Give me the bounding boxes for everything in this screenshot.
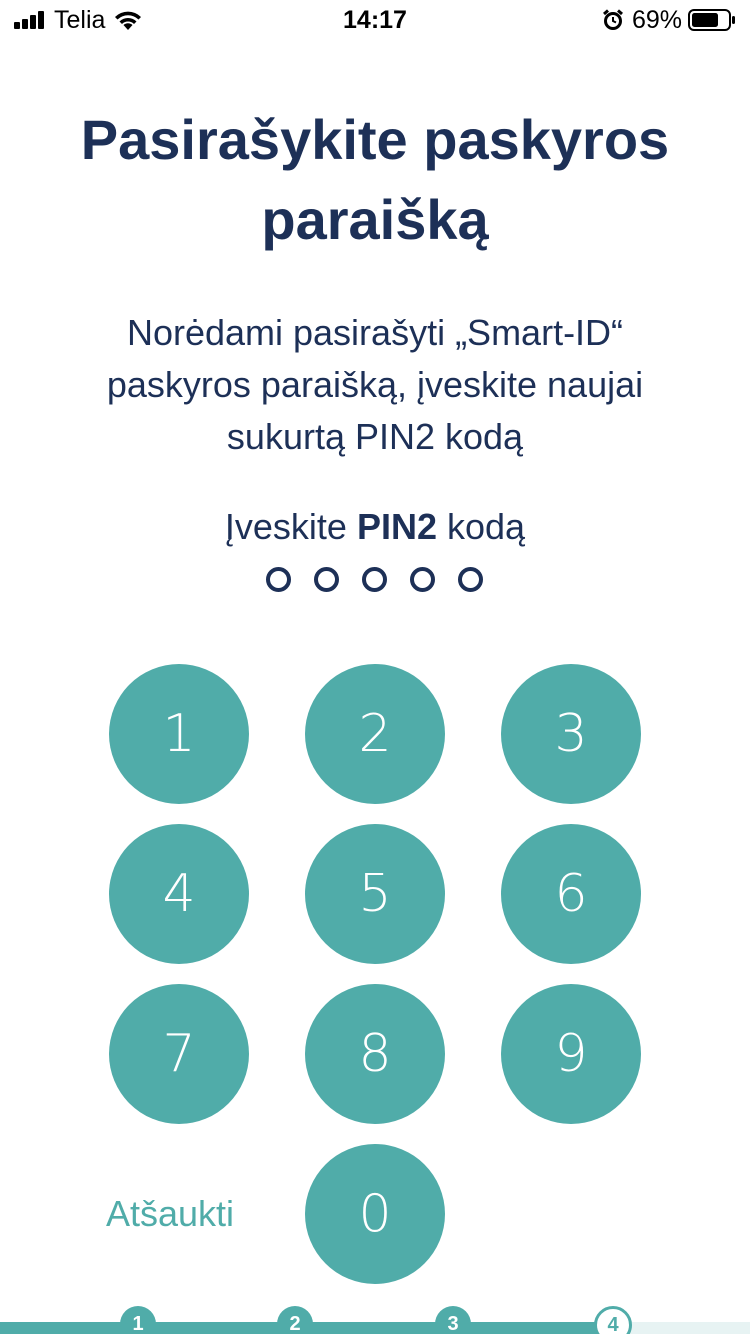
battery-percentage: 69% xyxy=(631,5,682,34)
key-9[interactable]: 9 xyxy=(501,984,641,1124)
key-2[interactable]: 2 xyxy=(305,664,445,804)
pin-prompt-suffix: kodą xyxy=(437,506,526,547)
key-8[interactable]: 8 xyxy=(305,984,445,1124)
step-3: 3 xyxy=(435,1306,471,1334)
key-4[interactable]: 4 xyxy=(109,824,249,964)
progress-stepper xyxy=(0,1294,750,1334)
cancel-button[interactable]: Atšaukti xyxy=(105,1193,235,1234)
status-time: 14:17 xyxy=(343,6,407,34)
pin-prompt-bold: PIN2 xyxy=(356,506,437,547)
key-0[interactable]: 0 xyxy=(305,1144,445,1284)
key-7[interactable]: 7 xyxy=(109,984,249,1124)
key-6[interactable]: 6 xyxy=(501,824,641,964)
step-2: 2 xyxy=(277,1306,313,1334)
step-4-current: 4 xyxy=(594,1306,632,1334)
carrier-name: Telia xyxy=(54,5,106,34)
key-3[interactable]: 3 xyxy=(501,664,641,804)
step-1: 1 xyxy=(120,1306,156,1334)
instruction-text: Norėdami pasirašyti „Smart-ID“ paskyros paraišką, įveskite naujai sukurtą PIN2 kodą xyxy=(106,312,644,457)
page-title: Pasirašykite paskyros paraišką xyxy=(80,108,670,251)
pin-prompt-prefix: Įveskite xyxy=(224,506,357,547)
stepper-track-remaining xyxy=(612,1322,750,1334)
key-5[interactable]: 5 xyxy=(305,824,445,964)
key-1[interactable]: 1 xyxy=(109,664,249,804)
